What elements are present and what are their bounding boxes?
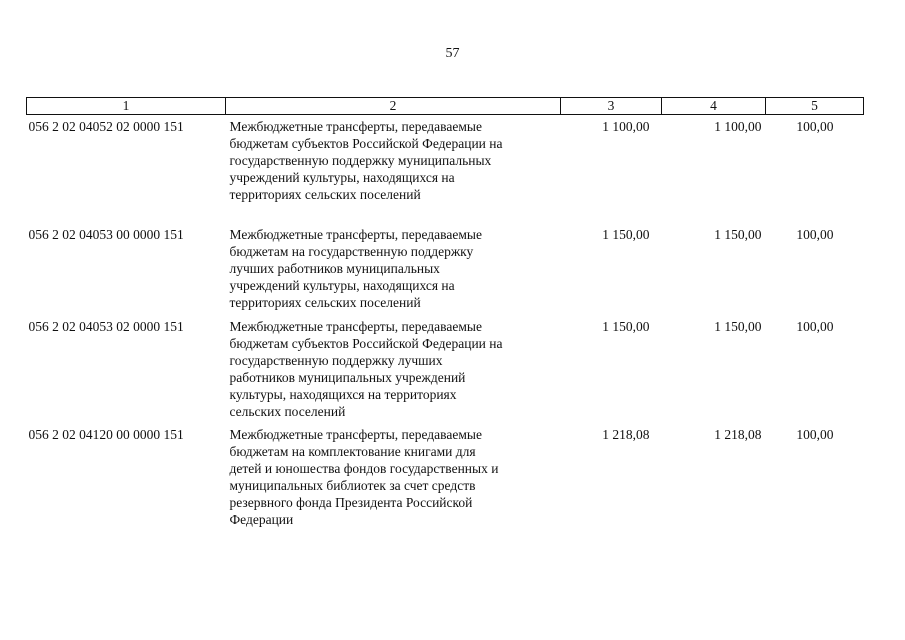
page-number: 57 [445, 46, 460, 61]
description-line: государственную поддержку муниципальных [229, 153, 492, 168]
description-line: резервного фонда Президента Российской [229, 494, 473, 510]
description-line: учреждений культуры, находящихся на [229, 277, 455, 293]
table-row [27, 423, 864, 533]
description-cell [226, 423, 561, 533]
code-cell: 056 2 02 04053 00 0000 151 [28, 226, 184, 242]
value-col-3: 1 100,00 [602, 119, 650, 134]
value-col-4: 1 150,00 [714, 318, 762, 334]
table-header [27, 98, 864, 115]
description-cell [226, 223, 561, 315]
description-line: бюджетам субъектов Российской Федерации на [229, 335, 503, 351]
description-cell [226, 315, 561, 423]
value-col-5: 100,00 [796, 318, 834, 334]
header-col-4: 4 [662, 98, 766, 115]
code-cell: 056 2 02 04120 00 0000 151 [28, 426, 184, 442]
value-col-5: 100,00 [796, 426, 834, 442]
description-line: бюджетам на государственную поддержку [229, 243, 474, 259]
description-line: государственную поддержку лучших [229, 352, 443, 368]
value-col-4: 1 218,08 [714, 426, 762, 442]
value-col-5: 100,00 [796, 119, 834, 134]
table-row [27, 315, 864, 423]
table-row [27, 223, 864, 315]
value-col-3: 1 150,00 [602, 318, 650, 334]
header-col-2: 2 [226, 98, 561, 115]
description-cell [226, 115, 561, 223]
value-col-5: 100,00 [796, 226, 834, 242]
table-body [27, 115, 864, 533]
description-line: лучших работников муниципальных [229, 260, 440, 276]
value-col-3: 1 150,00 [602, 226, 650, 242]
description-line: муниципальных библиотек за счет средств [229, 477, 476, 493]
budget-table-container [26, 97, 863, 533]
description-line: Межбюджетные трансферты, передаваемые [229, 226, 482, 242]
description-line: Межбюджетные трансферты, передаваемые [229, 318, 482, 334]
value-col-4: 1 100,00 [714, 119, 762, 134]
header-row [27, 98, 864, 115]
description-line: детей и юношества фондов государственных и [229, 460, 499, 476]
description-line: территориях сельских поселений [229, 187, 421, 202]
table-row [27, 115, 864, 223]
description-line: работников муниципальных учреждений [229, 369, 466, 385]
value-col-3: 1 218,08 [602, 426, 650, 442]
description-line: территориях сельских поселений [229, 294, 421, 310]
description-line: Межбюджетные трансферты, передаваемые [229, 426, 482, 442]
header-col-1: 1 [27, 98, 226, 115]
header-col-5: 5 [766, 98, 864, 115]
description-line: учреждений культуры, находящихся на [229, 170, 455, 185]
header-col-3: 3 [561, 98, 662, 115]
description-line: бюджетам субъектов Российской Федерации на [229, 136, 503, 151]
description-line: культуры, находящихся на территориях [229, 386, 457, 402]
code-cell: 056 2 02 04052 02 0000 151 [28, 119, 184, 134]
description-line: Федерации [229, 511, 294, 527]
description-line: бюджетам на комплектование книгами для [229, 443, 476, 459]
description-line: сельских поселений [229, 403, 346, 419]
description-line: Межбюджетные трансферты, передаваемые [229, 119, 482, 134]
code-cell: 056 2 02 04053 02 0000 151 [28, 318, 184, 334]
value-col-4: 1 150,00 [714, 226, 762, 242]
budget-table [26, 97, 864, 533]
